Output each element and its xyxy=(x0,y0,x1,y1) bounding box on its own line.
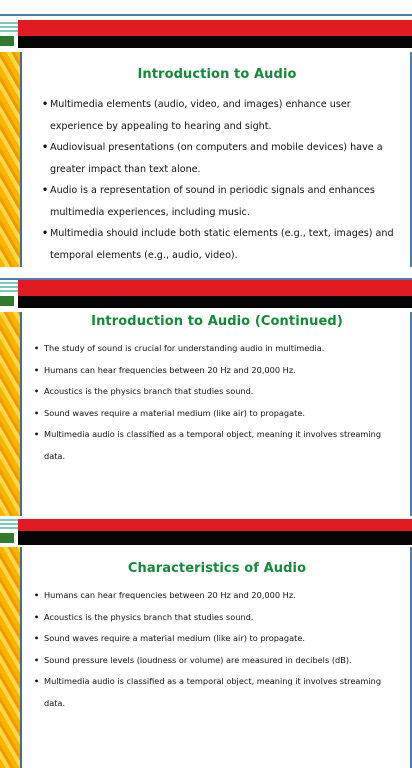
bullet-item: • Sound pressure levels (loudness or volume) are measured in decibels (dB). xyxy=(34,650,400,672)
bullet-item: • Humans can hear frequencies between 20 Hz and 20,000 Hz. xyxy=(34,360,400,382)
bullet-dot-icon: • xyxy=(34,408,40,418)
slide-title: Introduction to Audio (Continued) xyxy=(91,314,343,329)
bullet-item: • Audiovisual presentations (on computers and mobile devices) have a greater impact than text alone. xyxy=(42,137,398,180)
bullet-list xyxy=(22,338,412,467)
decor-stripe-teal xyxy=(0,519,18,531)
bullet-item: • Multimedia should include both static elements (e.g., text, images) and temporal elements (e.g., audio, video). xyxy=(42,223,398,266)
bullet-dot-icon: • xyxy=(34,634,40,643)
sunburst-decoration xyxy=(0,547,20,768)
bullet-dot-icon: • xyxy=(42,142,49,153)
decor-stripe-green xyxy=(0,296,14,306)
decor-stripe-red xyxy=(18,280,412,296)
bullet-item: • Multimedia audio is classified as a temporal object, meaning it involves streaming data. xyxy=(34,671,400,714)
slide-3 xyxy=(0,517,412,768)
bullet-item: • Acoustics is the physics branch that studies sound. xyxy=(34,607,400,629)
bullet-dot-icon: • xyxy=(34,344,40,353)
bullet-dot-icon: • xyxy=(42,185,49,196)
bullet-list xyxy=(22,585,412,714)
bullet-item: • Humans can hear frequencies between 20 Hz and 20,000 Hz. xyxy=(34,585,400,607)
decor-stripe-green xyxy=(0,36,14,46)
decor-stripe-black xyxy=(18,36,412,48)
bullet-item: • Acoustics is the physics branch that studies sound. xyxy=(34,381,400,403)
decor-stripe-red xyxy=(18,519,412,531)
bullet-item: • Multimedia elements (audio, video, and images) enhance user experience by appealing to hearing and sight. xyxy=(42,94,398,137)
bullet-dot-icon: • xyxy=(34,677,40,686)
bullet-dot-icon: • xyxy=(42,99,49,110)
decor-stripe-red xyxy=(18,20,412,36)
slide-title: Introduction to Audio xyxy=(137,67,297,82)
decor-stripe-green xyxy=(0,533,14,543)
slide-content xyxy=(20,52,412,267)
slide-title: Characteristics of Audio xyxy=(127,561,307,576)
slide-content xyxy=(20,547,412,768)
sunburst-decoration xyxy=(0,52,20,267)
bullet-item: • The study of sound is crucial for understanding audio in multimedia. xyxy=(34,338,400,360)
slide-content xyxy=(20,312,412,516)
bullet-dot-icon: • xyxy=(34,612,40,622)
bullet-item: • Sound waves require a material medium (like air) to propagate. xyxy=(34,403,400,425)
decor-stripe-teal xyxy=(0,22,18,34)
slide-top-frame xyxy=(0,268,412,280)
slide-top-frame xyxy=(0,0,412,16)
decor-stripe-black xyxy=(18,531,412,545)
slide-1 xyxy=(0,0,412,267)
bullet-list xyxy=(22,94,412,266)
decor-stripe-black xyxy=(18,296,412,308)
slide-2 xyxy=(0,268,412,516)
bullet-item: • Sound waves require a material medium (like air) to propagate. xyxy=(34,628,400,650)
decor-stripe-teal xyxy=(0,282,18,294)
bullet-item: • Multimedia audio is classified as a temporal object, meaning it involves streaming data. xyxy=(34,424,400,467)
bullet-dot-icon: • xyxy=(34,430,40,439)
bullet-item: • Audio is a representation of sound in periodic signals and enhances multimedia experiences, including music. xyxy=(42,180,398,223)
bullet-dot-icon: • xyxy=(34,591,40,600)
bullet-dot-icon: • xyxy=(42,228,49,239)
bullet-dot-icon: • xyxy=(34,655,40,665)
bullet-dot-icon: • xyxy=(34,365,40,375)
bullet-dot-icon: • xyxy=(34,387,40,396)
sunburst-decoration xyxy=(0,312,20,516)
